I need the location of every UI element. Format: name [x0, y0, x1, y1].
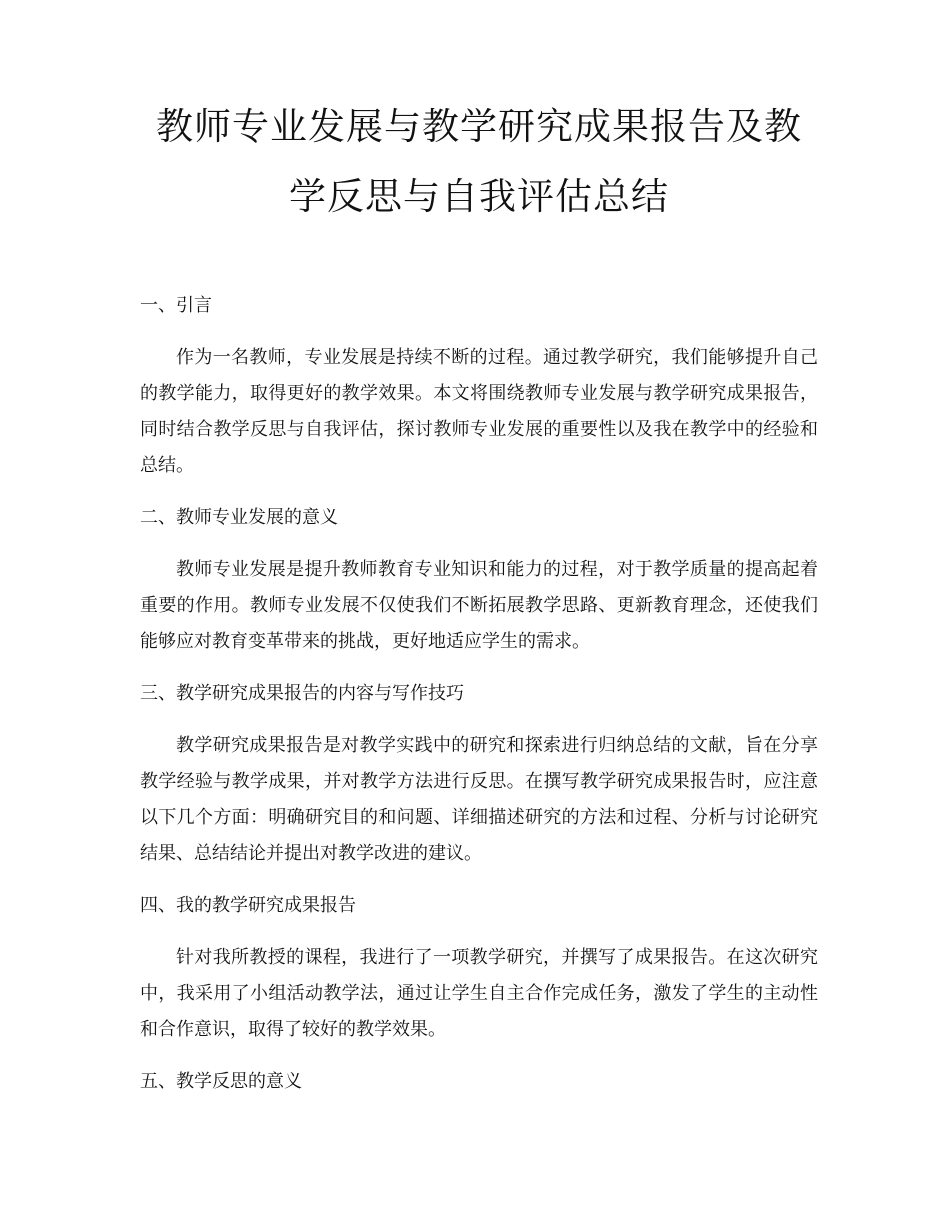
section-reflection	[140, 1064, 818, 1100]
section-heading: 五、教学反思的意义	[140, 1071, 302, 1092]
section-paragraph: 作为一名教师，专业发展是持续不断的过程。通过教学研究，我们能够提升自己的教学能力，取得更好的教学效果。本文将围绕教师专业发展与教学研究成果报告，同时结合教学反思与自我评估，探讨教师专业发展的重要性以及我在教学中的经验和总结。	[140, 347, 818, 476]
section-paragraph: 教师专业发展是提升教师教育专业知识和能力的过程，对于教学质量的提高起着重要的作用。教师专业发展不仅使我们不断拓展教学思路、更新教育理念，还使我们能够应对教育变革带来的挑战，更好地适应学生的需求。	[140, 559, 818, 652]
section-heading: 二、教师专业发展的意义	[140, 507, 338, 528]
section-paragraph: 教学研究成果报告是对教学实践中的研究和探索进行归纳总结的文献，旨在分享教学经验与教学成果，并对教学方法进行反思。在撰写教学研究成果报告时，应注意以下几个方面：明确研究目的和问题、详细描述研究的方法和过程、分析与讨论研究结果、总结结论并提出对教学改进的建议。	[140, 735, 818, 864]
section-paragraph: 针对我所教授的课程，我进行了一项教学研究，并撰写了成果报告。在这次研究中，我采用了小组活动教学法，通过让学生自主合作完成任务，激发了学生的主动性和合作意识，取得了较好的教学效果。	[140, 947, 818, 1040]
section-heading: 三、教学研究成果报告的内容与写作技巧	[140, 683, 464, 704]
section-significance	[140, 500, 818, 660]
section-introduction	[140, 288, 818, 484]
section-heading: 一、引言	[140, 295, 212, 316]
section-heading: 四、我的教学研究成果报告	[140, 895, 356, 916]
document-title: 教师专业发展与教学研究成果报告及教学反思与自我评估总结	[156, 105, 802, 218]
section-report-writing	[140, 676, 818, 872]
section-my-report	[140, 888, 818, 1048]
